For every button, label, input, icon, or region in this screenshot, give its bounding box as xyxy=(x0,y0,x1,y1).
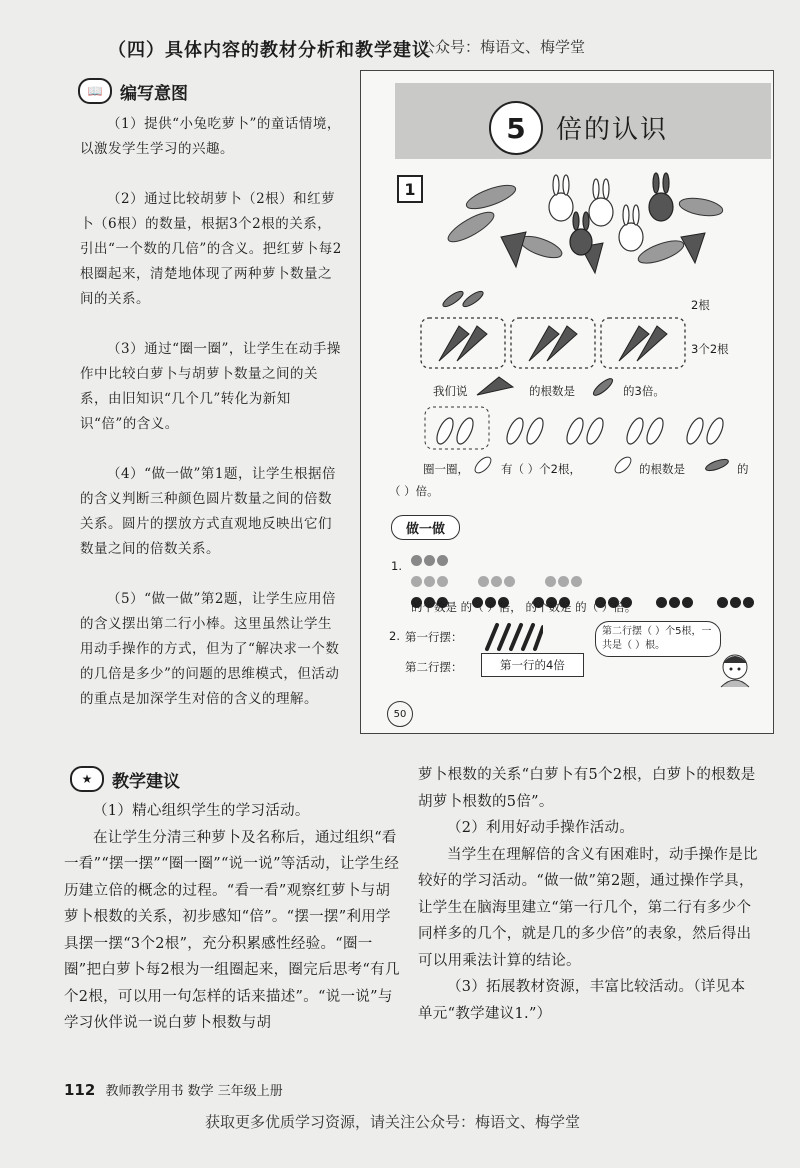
suggestion-paragraph: 在让学生分清三种萝卜及名称后，通过组织“看一看”“摆一摆”“圈一圈”“说一说”等活动，让学生经历建立倍的概念的过程。“看一看”观察红萝卜与胡萝卜根数的关系，初步感知“倍”。“摆一摆”利用学具摆一摆“3个2根”，充分积累感性经验。“圈一圈”把白萝卜每2根为一组圈起来，圈完后思考“有几个2根，可以用一句怎样的话来描述”。“说一说”与学习伙伴说一说白萝卜根数与胡 xyxy=(64,829,400,1031)
intent-paragraph: （2）通过比较胡萝卜（2根）和红萝卜（6根）的数量，根据3个2根的关系，引出“一个数的几倍”的含义。把红萝卜每2根圈起来，清楚地体现了两种萝卜数量之间的关系。 xyxy=(80,191,342,307)
suggestion-paragraph: 萝卜根数的关系“白萝卜有5个2根，白萝卜的根数是胡萝卜根数的5倍”。 xyxy=(418,767,756,810)
suggestion-paragraph: （1）精心组织学生的学习活动。 xyxy=(93,803,310,819)
q2-row1-label: 第一行摆： xyxy=(405,630,463,644)
example-number: 1 xyxy=(397,175,423,203)
unit-number: 5 xyxy=(489,101,543,155)
carrot-icon xyxy=(589,377,619,397)
q1-number: 1. xyxy=(391,559,402,573)
bulb-icon: ★ xyxy=(70,766,104,792)
zuoyizuo-badge: 做一做 xyxy=(391,515,460,540)
suggestion-heading-label: 教学建议 xyxy=(112,771,180,792)
suggestion-paragraph: （3）拓展教材资源，丰富比较活动。（详见本单元“教学建议1.”） xyxy=(418,979,746,1022)
watermark-top: 公众号：梅语文、梅学堂 xyxy=(420,38,586,56)
q2-speech-bubble: 第二行摆（ ）个5根，一共是（ ）根。 xyxy=(595,621,721,657)
we-say-3: 的3倍。 xyxy=(623,384,665,398)
suggestion-left-column xyxy=(64,798,404,1037)
page-number: 112 xyxy=(64,1081,96,1099)
intent-heading xyxy=(78,78,188,104)
sticks-icon xyxy=(479,621,543,653)
book-icon: 📖 xyxy=(78,78,112,104)
intent-paragraph: （4）“做一做”第1题，让学生根据倍的含义判断三种颜色圆片数量之间的倍数关系。圆片的摆放方式直观地反映出它们数量之间的倍数关系。 xyxy=(80,466,336,557)
circle-text-1: 圈一圈， xyxy=(423,462,469,476)
suggestion-right-column xyxy=(418,762,760,1027)
q1-text: 的个数是 的（ ）倍， 的个数是 的（ ）倍。 xyxy=(411,600,637,614)
book-title: 教师教学用书 数学 三年级上册 xyxy=(105,1084,283,1099)
circle-text-2: 有（ ）个2根， xyxy=(501,462,581,476)
circle-text-4: 的 xyxy=(737,462,749,476)
suggestion-heading xyxy=(70,766,180,792)
page-footer xyxy=(64,1080,283,1099)
rabbits-illustration xyxy=(431,167,731,277)
intent-paragraph: （1）提供“小兔吃萝卜”的童话情境，以激发学生学习的兴趣。 xyxy=(80,116,341,157)
intent-paragraphs xyxy=(80,112,342,737)
textbook-page xyxy=(360,70,774,734)
radish-icon xyxy=(473,373,517,399)
q2-row2-label: 第二行摆： xyxy=(405,660,463,674)
watermark-bottom: 获取更多优质学习资源，请关注公众号：梅语文、梅学堂 xyxy=(205,1113,581,1131)
textbook-page-number: 50 xyxy=(387,701,413,727)
intent-heading-label: 编写意图 xyxy=(120,83,188,104)
q2-answer-box: 第一行的4倍 xyxy=(481,653,584,677)
radish-groups xyxy=(419,316,689,372)
dot-row-mid xyxy=(411,572,756,591)
circle-text-5: （ ）倍。 xyxy=(389,484,439,498)
q2-number: 2. xyxy=(389,629,400,643)
child-icon xyxy=(713,651,759,691)
suggestion-paragraph: 当学生在理解倍的含义有困难时，动手操作是比较好的学习活动。“做一做”第2题，通过操作学具，让学生在脑海里建立“第一行几个，第二行有多少个同样多的几个，就是几的多少倍”的表象，然后得出可以用乘法计算的结论。 xyxy=(418,846,758,969)
carrot-icon xyxy=(703,455,733,475)
dot-row-light xyxy=(411,551,756,570)
intent-paragraph: （5）“做一做”第2题，让学生应用倍的含义摆出第二行小棒。这里虽然让学生用动手操作的方式，但为了“解决求一个数的几倍是多少”的问题的思维模式，但活动的重点是加深学生对倍的含义的理解。 xyxy=(80,591,340,707)
white-radish-icon xyxy=(469,453,497,475)
carrot-pair xyxy=(441,289,491,309)
white-radish-row xyxy=(423,405,763,451)
white-radish-icon xyxy=(609,453,637,475)
we-say-1: 我们说 xyxy=(433,384,468,398)
label-2gen: 2根 xyxy=(691,298,710,312)
section-title: （四）具体内容的教材分析和教学建议 xyxy=(108,40,431,61)
we-say-2: 的根数是 xyxy=(529,384,575,398)
suggestion-paragraph: （2）利用好动手操作活动。 xyxy=(447,820,635,836)
unit-title: 倍的认识 xyxy=(556,115,669,145)
circle-text-3: 的根数是 xyxy=(639,462,685,476)
label-3x2gen: 3个2根 xyxy=(691,342,729,356)
intent-paragraph: （3）通过“圈一圈”，让学生在动手操作中比较白萝卜与胡萝卜数量之间的关系，由旧知识“几个几”转化为新知识“倍”的含义。 xyxy=(80,341,341,432)
